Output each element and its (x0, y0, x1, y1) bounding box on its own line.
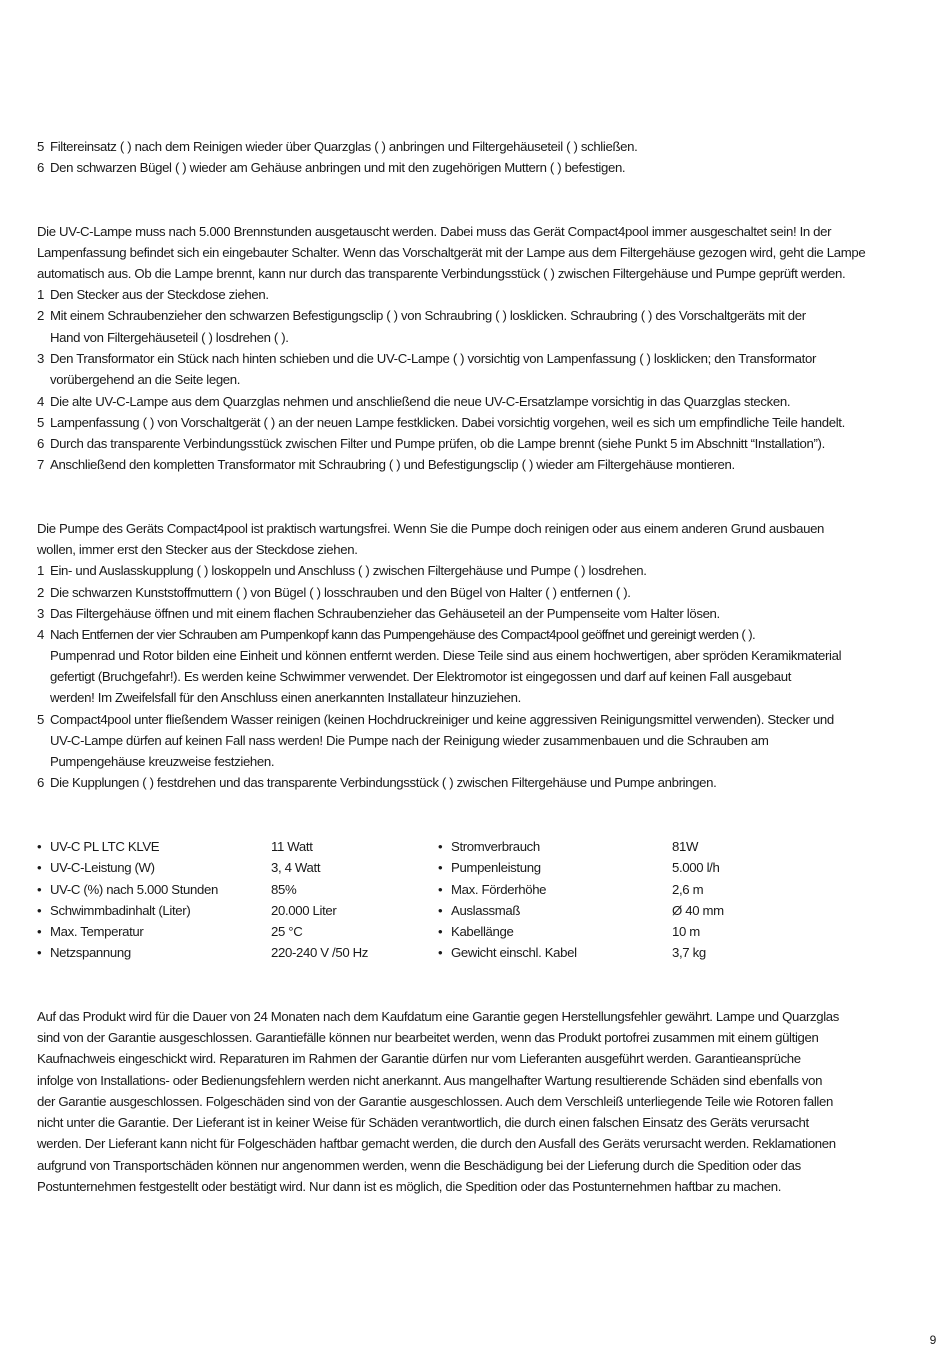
pump-step-text: Ein- und Auslasskupplung ( ) loskoppeln und Anschluss ( ) zwischen Filtergehäuse und Pumpe ( ) losdrehen. (50, 563, 647, 578)
bullet: • (37, 903, 42, 918)
lamp-step-number: 7 (37, 457, 44, 472)
spec-value: 25 °C (271, 924, 303, 939)
spec-value: Ø 40 mm (672, 903, 724, 918)
lamp-step-text: Den Stecker aus der Steckdose ziehen. (50, 287, 269, 302)
lamp-step-text: Den Transformator ein Stück nach hinten schieben und die UV-C-Lampe ( ) vorsichtig von Lampenfassung ( ) losklicken; den Transformator (50, 351, 816, 366)
bullet: • (37, 945, 42, 960)
spec-value: 81W (672, 839, 699, 854)
warranty-line: infolge von Installations- oder Bedienungsfehlern werden nicht anerkannt. Aus mangelhafter Wartung resultierende Schäden sind ebenfalls von (37, 1073, 823, 1088)
step-text: Den schwarzen Bügel ( ) wieder am Gehäuse anbringen und mit den zugehörigen Muttern ( ) befestigen. (50, 160, 626, 175)
spec-label: Max. Temperatur (50, 924, 144, 939)
spec-value: 2,6 m (672, 882, 704, 897)
step-number: 6 (37, 160, 44, 175)
bullet: • (438, 882, 443, 897)
bullet: • (438, 924, 443, 939)
pump-step-text: gefertigt (Bruchgefahr!). Es werden keine Schwimmer verwendet. Der Elektromotor ist eingegossen und darf auf keinen Fall ausgebaut (50, 669, 792, 684)
warranty-line: sind von der Garantie ausgeschlossen. Garantiefälle können nur bearbeitet werden, wenn das Produkt portofrei zusammen mit einem gültigen (37, 1030, 819, 1045)
lamp-step-text: Lampenfassung ( ) von Vorschaltgerät ( ) an der neuen Lampe festklicken. Dabei vorsichtig vorgehen, weil es sich um empfindliche Teile handelt. (50, 415, 845, 430)
lamp-step-text: Durch das transparente Verbindungsstück zwischen Filter und Pumpe prüfen, ob die Lampe brennt (siehe Punkt 5 im Abschnitt “Installation”). (50, 436, 825, 451)
bullet: • (438, 903, 443, 918)
bullet: • (438, 945, 443, 960)
pump-step-text: Die schwarzen Kunststoffmuttern ( ) von Bügel ( ) losschrauben und den Bügel von Halter ( ) entfernen ( ). (50, 585, 631, 600)
bullet: • (438, 839, 443, 854)
spec-value: 11 Watt (271, 839, 313, 854)
pump-step-text: Die Kupplungen ( ) festdrehen und das transparente Verbindungsstück ( ) zwischen Filtergehäuse und Pumpe anbringen. (50, 775, 717, 790)
lamp-step-text: Hand von Filtergehäuseteil ( ) losdrehen ( ). (50, 330, 289, 345)
spec-value: 3,7 kg (672, 945, 706, 960)
warranty-line: werden. Der Lieferant kann nicht für Folgeschäden haftbar gemacht werden, die durch den Ausfall des Geräts verursacht werden. Reklamationen (37, 1136, 836, 1151)
lamp-intro-line: Lampenfassung befindet sich ein eingebauter Schalter. Wenn das Vorschaltgerät mit der Lampe aus dem Filtergehäuse gezogen wird, geht die Lampe (37, 245, 866, 260)
spec-value: 220-240 V /50 Hz (271, 945, 369, 960)
spec-label: Pumpenleistung (451, 860, 541, 875)
bullet: • (37, 860, 42, 875)
spec-label: Schwimmbadinhalt (Liter) (50, 903, 191, 918)
lamp-step-text: vorübergehend an die Seite legen. (50, 372, 241, 387)
pump-step-text: Nach Entfernen der vier Schrauben am Pumpenkopf kann das Pumpengehäuse des Compact4pool geöffnet und gereinigt werden ( ). (50, 627, 756, 642)
pump-step-number: 4 (37, 627, 44, 642)
warranty-line: Kaufnachweis eingeschickt wird. Reparaturen im Rahmen der Garantie dürfen nur vom Lieferanten ausgeführt werden. Garantieansprüche (37, 1051, 801, 1066)
pump-step-text: Pumpengehäuse kreuzweise festziehen. (50, 754, 275, 769)
warranty-line: der Garantie ausgeschlossen. Folgeschäden sind von der Garantie ausgeschlossen. Auch dem Verschleiß unterliegende Teile wie Rotoren fallen (37, 1094, 833, 1109)
pump-step-text: werden! Im Zweifelsfall für den Anschluss einen anerkannten Installateur hinzuziehen. (50, 690, 521, 705)
bullet: • (37, 882, 42, 897)
lamp-step-text: Die alte UV-C-Lampe aus dem Quarzglas nehmen und anschließend die neue UV-C-Ersatzlampe vorsichtig in das Quarzglas stecken. (50, 394, 791, 409)
step-number: 5 (37, 139, 44, 154)
spec-label: Stromverbrauch (451, 839, 540, 854)
pump-step-text: Compact4pool unter fließendem Wasser reinigen (keinen Hochdruckreiniger und keine aggressiven Reinigungsmittel verwenden). Stecker und (50, 712, 834, 727)
pump-step-number: 5 (37, 712, 44, 727)
pump-step-number: 2 (37, 585, 44, 600)
spec-value: 10 m (672, 924, 700, 939)
pump-intro-line: Die Pumpe des Geräts Compact4pool ist praktisch wartungsfrei. Wenn Sie die Pumpe doch reinigen oder aus einem anderen Grund ausbauen (37, 521, 825, 536)
warranty-line: nicht unter die Garantie. Der Lieferant ist in keiner Weise für Schäden verantwortlich, die durch einen falschen Einsatz des Geräts verursacht (37, 1115, 809, 1130)
spec-label: Kabellänge (451, 924, 514, 939)
pump-step-number: 3 (37, 606, 44, 621)
step-text: Filtereinsatz ( ) nach dem Reinigen wieder über Quarzglas ( ) anbringen und Filtergehäuseteil ( ) schließen. (50, 139, 638, 154)
warranty-line: Postunternehmen festgestellt oder bestätigt wird. Nur dann ist es möglich, die Spedition oder das Postunternehmen haftbar zu machen. (37, 1179, 782, 1194)
spec-value: 3, 4 Watt (271, 860, 321, 875)
page-number: 9 (929, 1333, 936, 1347)
lamp-step-number: 6 (37, 436, 44, 451)
warranty-line: aufgrund von Transportschäden können nur angenommen werden, wenn die Beschädigung bei der Lieferung durch die Spedition oder das (37, 1158, 801, 1173)
bullet: • (37, 924, 42, 939)
pump-step-number: 1 (37, 563, 44, 578)
spec-value: 5.000 l/h (672, 860, 720, 875)
spec-value: 20.000 Liter (271, 903, 337, 918)
spec-label: Gewicht einschl. Kabel (451, 945, 577, 960)
spec-label: Netzspannung (50, 945, 131, 960)
lamp-step-number: 3 (37, 351, 44, 366)
spec-label: UV-C-Leistung (W) (50, 860, 155, 875)
spec-label: Max. Förderhöhe (451, 882, 547, 897)
pump-step-number: 6 (37, 775, 44, 790)
lamp-step-text: Anschließend den kompletten Transformator mit Schraubring ( ) und Befestigungsclip ( ) wieder am Filtergehäuse montieren. (50, 457, 735, 472)
lamp-step-number: 4 (37, 394, 44, 409)
spec-label: Auslassmaß (451, 903, 521, 918)
pump-step-text: Das Filtergehäuse öffnen und mit einem flachen Schraubenzieher das Gehäuseteil an der Pumpenseite vom Halter lösen. (50, 606, 720, 621)
bullet: • (438, 860, 443, 875)
bullet: • (37, 839, 42, 854)
spec-label: UV-C PL LTC KLVE (50, 839, 160, 854)
lamp-step-number: 2 (37, 308, 44, 323)
spec-value: 85% (271, 882, 297, 897)
lamp-intro-line: automatisch aus. Ob die Lampe brennt, kann nur durch das transparente Verbindungsstück ( ) zwischen Filtergehäuse und Pumpe geprüft werden. (37, 266, 846, 281)
spec-label: UV-C (%) nach 5.000 Stunden (50, 882, 218, 897)
lamp-step-number: 5 (37, 415, 44, 430)
pump-step-text: Pumpenrad und Rotor bilden eine Einheit und können entfernt werden. Diese Teile sind aus einem hochwertigen, aber spröden Keramikmaterial (50, 648, 842, 663)
pump-step-text: UV-C-Lampe dürfen auf keinen Fall nass werden! Die Pumpe nach der Reinigung wieder zusammenbauen und die Schrauben am (50, 733, 769, 748)
warranty-line: Auf das Produkt wird für die Dauer von 24 Monaten nach dem Kaufdatum eine Garantie gegen Herstellungsfehler gewährt. Lampe und Quarzglas (37, 1009, 840, 1024)
pump-intro-line: wollen, immer erst den Stecker aus der Steckdose ziehen. (37, 542, 358, 557)
lamp-step-text: Mit einem Schraubenzieher den schwarzen Befestigungsclip ( ) von Schraubring ( ) losklicken. Schraubring ( ) des Vorschaltgeräts mit der (50, 308, 806, 323)
lamp-intro-line: Die UV-C-Lampe muss nach 5.000 Brennstunden ausgetauscht werden. Dabei muss das Gerät Compact4pool immer ausgeschaltet sein! In der (37, 224, 832, 239)
lamp-step-number: 1 (37, 287, 44, 302)
